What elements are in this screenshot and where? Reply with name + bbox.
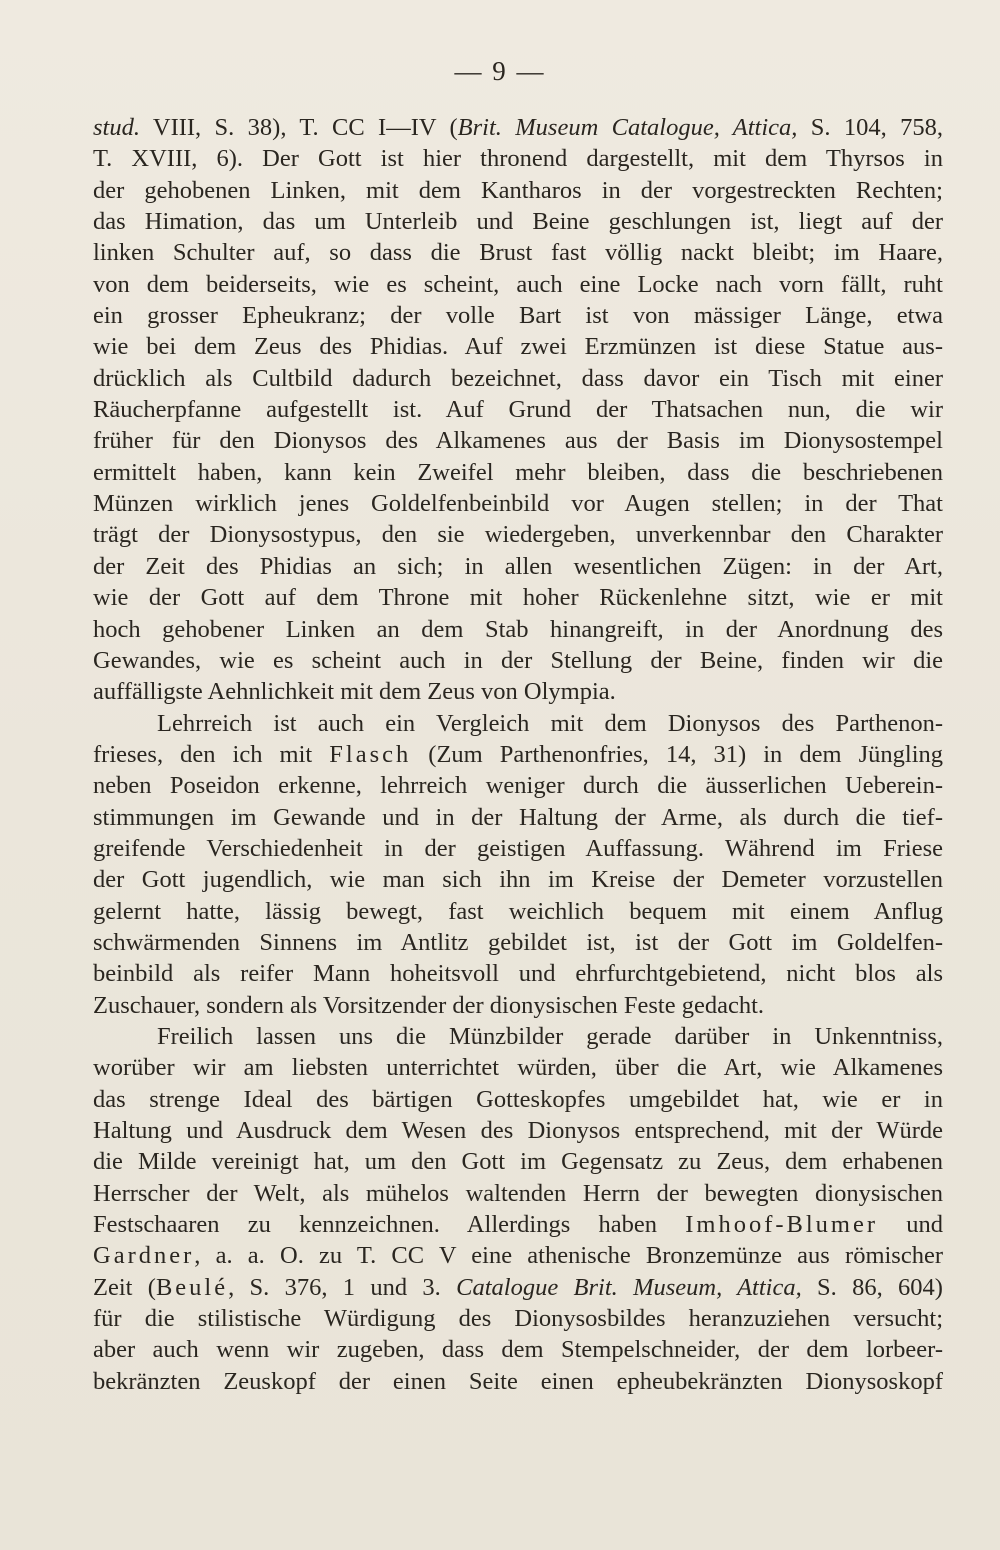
- text-line: [93, 551, 943, 582]
- text-line: [93, 175, 943, 206]
- text-segment: VIII, S. 38), T. CC I—IV (: [139, 114, 458, 141]
- text-line: [93, 864, 943, 895]
- text-line: [93, 363, 943, 394]
- text-line: [93, 739, 943, 770]
- text-line: [93, 1272, 943, 1303]
- text-segment: frieses, den ich mit: [93, 740, 330, 768]
- text-segment: worüber wir am liebsten unterrichtet würden, über die Art, wie Alkamenes: [93, 1054, 943, 1082]
- text-line: [93, 582, 943, 613]
- spaced-name: Gardner: [93, 1242, 195, 1270]
- text-line: [93, 1209, 943, 1240]
- text-segment: S. 104, 758,: [797, 114, 943, 141]
- text-segment: Gewandes, wie es scheint auch in der Stellung der Beine, finden wir die: [93, 646, 943, 674]
- italic-citation: Brit. Museum Catalogue, Attica,: [457, 114, 798, 141]
- text-segment: , a. a. O. zu T. CC V eine athenische Bronzemünze aus römischer: [194, 1242, 943, 1270]
- italic-citation: Catalogue Brit. Museum, Attica,: [456, 1273, 802, 1301]
- text-line: [93, 1178, 943, 1209]
- text-segment: Zuschauer, sondern als Vorsitzender der dionysischen Feste gedacht.: [93, 991, 764, 1019]
- text-line: [93, 112, 943, 143]
- text-line: [93, 1052, 943, 1083]
- text-line: [93, 1303, 943, 1334]
- text-line: [93, 519, 943, 550]
- text-segment: das strenge Ideal des bärtigen Gotteskopfes umgebildet hat, wie er in: [93, 1085, 943, 1113]
- text-segment: S. 86, 604): [801, 1273, 943, 1301]
- text-segment: der gehobenen Linken, mit dem Kantharos in der vorgestreckten Rechten;: [93, 176, 943, 204]
- text-segment: Festschaaren zu kennzeichnen. Allerdings haben: [93, 1211, 686, 1239]
- text-segment: aber auch wenn wir zugeben, dass dem Stempelschneider, der dem lorbeer-: [93, 1336, 943, 1364]
- text-segment: früher für den Dionysos des Alkamenes aus der Basis im Dionysostempel: [93, 427, 943, 455]
- text-segment: für die stilistische Würdigung des Dionysosbildes heranzuziehen versucht;: [93, 1305, 943, 1333]
- text-line: [93, 1334, 943, 1365]
- text-segment: neben Poseidon erkenne, lehrreich weniger durch die äusserlichen Ueberein-: [93, 772, 943, 800]
- body-text: [93, 112, 943, 1397]
- text-line: [93, 990, 943, 1021]
- text-line: [93, 802, 943, 833]
- text-segment: hoch gehobener Linken an dem Stab hinangreift, in der Anordnung des: [93, 615, 943, 643]
- text-line: [93, 708, 943, 739]
- text-line: [93, 143, 943, 174]
- text-segment: bekränzten Zeuskopf der einen Seite einen epheubekränzten Dionysoskopf: [93, 1367, 943, 1395]
- text-segment: Lehrreich ist auch ein Vergleich mit dem Dionysos des Parthenon-: [157, 709, 943, 737]
- text-line: [93, 425, 943, 456]
- text-segment: gelernt hatte, lässig bewegt, fast weichlich bequem mit einem Anflug: [93, 897, 943, 925]
- text-line: [93, 1084, 943, 1115]
- text-segment: Zeit (: [93, 1273, 156, 1301]
- text-segment: Haltung und Ausdruck dem Wesen des Dionysos entsprechend, mit der Würde: [93, 1117, 943, 1144]
- text-segment: das Himation, das um Unterleib und Beine geschlungen ist, liegt auf der: [93, 208, 943, 236]
- spaced-name: Imhoof-Blumer: [685, 1211, 879, 1239]
- text-line: [93, 269, 943, 300]
- text-line: [93, 614, 943, 645]
- text-segment: (Zum Parthenonfries, 14, 31) in dem Jüngling: [411, 740, 943, 768]
- text-segment: beinbild als reifer Mann hoheitsvoll und ehrfurchtgebietend, nicht blos als: [93, 960, 943, 988]
- text-segment: ermittelt haben, kann kein Zweifel mehr bleiben, dass die beschriebenen: [93, 458, 943, 486]
- text-line: [93, 770, 943, 801]
- text-segment: stimmungen im Gewande und in der Haltung der Arme, als durch die tief-: [93, 803, 943, 831]
- text-line: [93, 394, 943, 425]
- text-line: [93, 958, 943, 989]
- text-segment: und: [878, 1211, 943, 1239]
- text-line: [93, 1366, 943, 1397]
- text-segment: wie bei dem Zeus des Phidias. Auf zwei Erzmünzen ist diese Statue aus-: [93, 333, 943, 361]
- text-line: [93, 676, 943, 707]
- text-segment: ein grosser Epheukranz; der volle Bart ist von mässiger Länge, etwa: [93, 302, 943, 330]
- text-segment: Räucherpfanne aufgestellt ist. Auf Grund der Thatsachen nun, die wir: [93, 396, 943, 424]
- text-line: [93, 1146, 943, 1177]
- text-segment: von dem beiderseits, wie es scheint, auch eine Locke nach vorn fällt, ruht: [93, 270, 943, 298]
- text-segment: die Milde vereinigt hat, um den Gott im Gegensatz zu Zeus, dem erhabenen: [93, 1148, 943, 1176]
- text-line: [93, 1240, 943, 1271]
- text-segment: greifende Verschiedenheit in der geistigen Auffassung. Während im Friese: [93, 834, 943, 862]
- text-segment: schwärmenden Sinnens im Antlitz gebildet ist, ist der Gott im Goldelfen-: [93, 928, 943, 956]
- text-line: [93, 1021, 943, 1052]
- text-line: [93, 300, 943, 331]
- text-line: [93, 237, 943, 268]
- spaced-name: Beulé: [155, 1273, 229, 1301]
- text-segment: Freilich lassen uns die Münzbilder gerade darüber in Unkenntniss,: [157, 1022, 943, 1050]
- text-segment: wie der Gott auf dem Throne mit hoher Rückenlehne sitzt, wie er mit: [93, 584, 943, 612]
- text-line: [93, 833, 943, 864]
- spaced-name: Flasch: [329, 740, 412, 768]
- text-segment: der Gott jugendlich, wie man sich ihn im Kreise der Demeter vorzustellen: [93, 866, 943, 894]
- page-number: — 9 —: [454, 56, 546, 86]
- text-line: [93, 927, 943, 958]
- text-segment: T. XVIII, 6). Der Gott ist hier thronend dargestellt, mit dem Thyrsos in: [93, 145, 943, 173]
- text-segment: linken Schulter auf, so dass die Brust fast völlig nackt bleibt; im Haare,: [93, 239, 943, 267]
- text-line: [93, 645, 943, 676]
- text-segment: auffälligste Aehnlichkeit mit dem Zeus von Olympia.: [93, 678, 616, 706]
- italic-citation: stud.: [93, 114, 140, 141]
- text-segment: Münzen wirklich jenes Goldelfenbeinbild vor Augen stellen; in der That: [93, 490, 943, 518]
- text-line: [93, 488, 943, 519]
- text-segment: , S. 376, 1 und 3.: [228, 1273, 457, 1301]
- text-line: [93, 331, 943, 362]
- text-segment: trägt der Dionysostypus, den sie wiedergeben, unverkennbar den Charakter: [93, 521, 943, 549]
- text-segment: Herrscher der Welt, als mühelos waltenden Herrn der bewegten dionysischen: [93, 1179, 943, 1207]
- text-line: [93, 457, 943, 488]
- text-segment: drücklich als Cultbild dadurch bezeichnet, dass davor ein Tisch mit einer: [93, 364, 943, 392]
- text-line: [93, 896, 943, 927]
- text-line: [93, 1115, 943, 1146]
- text-line: [93, 206, 943, 237]
- text-segment: der Zeit des Phidias an sich; in allen wesentlichen Zügen: in der Art,: [93, 552, 943, 580]
